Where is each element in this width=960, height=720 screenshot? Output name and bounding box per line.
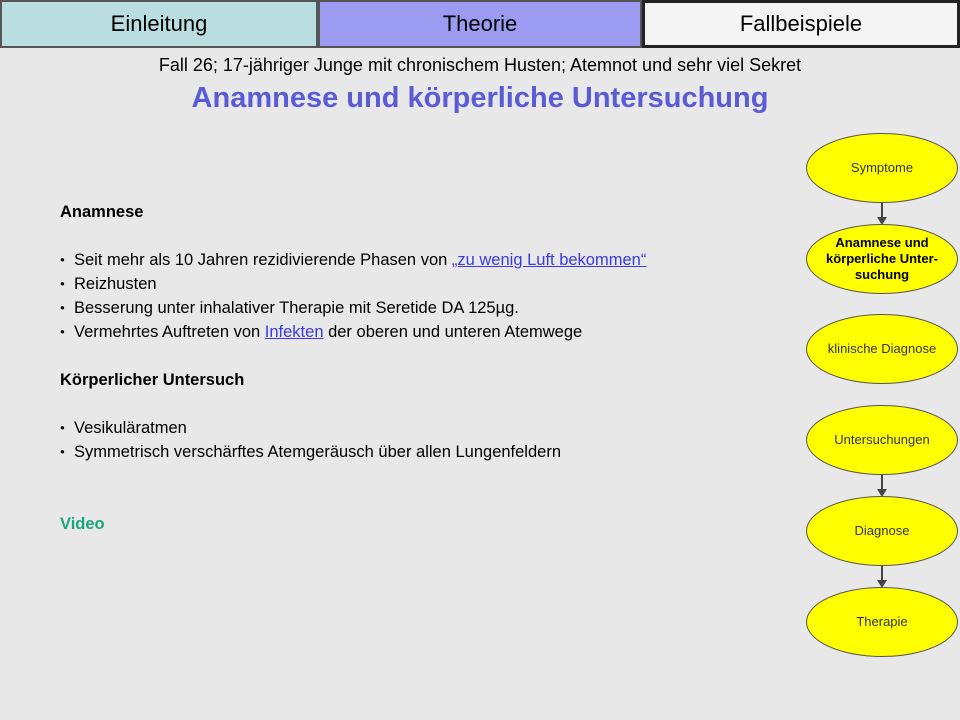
list-item xyxy=(60,272,780,296)
flow-arrow xyxy=(881,566,883,586)
flow-node-therapie[interactable]: Therapie xyxy=(806,587,958,657)
list-item xyxy=(60,416,780,440)
spacer xyxy=(60,392,780,416)
flow-arrow xyxy=(881,475,883,495)
spacer xyxy=(60,488,780,512)
list-item-text: Vesikuläratmen xyxy=(74,419,187,437)
flow-node-untersuchungen[interactable]: Untersuchungen xyxy=(806,405,958,475)
top-navigation-tabs xyxy=(0,0,960,52)
list-item xyxy=(60,320,780,344)
spacer xyxy=(60,344,780,368)
list-item xyxy=(60,296,780,320)
tab-theorie[interactable]: Theorie xyxy=(318,0,642,48)
list-item-text: Symmetrisch verschärftes Atemgeräusch über allen Lungenfeldern xyxy=(74,443,561,461)
list-item-text: der oberen und unteren Atemwege xyxy=(323,323,583,341)
flow-node-symptome[interactable]: Symptome xyxy=(806,133,958,203)
spacer xyxy=(60,464,780,488)
exam-list xyxy=(60,416,780,464)
list-item-text: Vermehrtes Auftreten von xyxy=(74,323,265,341)
video-link[interactable]: Video xyxy=(60,515,105,533)
tab-einleitung[interactable]: Einleitung xyxy=(0,0,318,48)
main-content xyxy=(60,200,780,536)
list-item-text: Seit mehr als 10 Jahren rezidivierende Phasen von xyxy=(74,251,452,269)
anamnese-heading: Anamnese xyxy=(60,203,144,221)
link-zu-wenig-luft[interactable]: „zu wenig Luft bekommen“ xyxy=(451,251,647,269)
flow-arrow xyxy=(881,203,883,223)
flow-node-klinische-diagnose[interactable]: klinische Diagnose xyxy=(806,314,958,384)
list-item xyxy=(60,440,780,464)
flow-node-diagnose[interactable]: Diagnose xyxy=(806,496,958,566)
exam-heading: Körperlicher Untersuch xyxy=(60,371,245,389)
tab-fallbeispiele[interactable]: Fallbeispiele xyxy=(642,0,960,48)
anamnese-list xyxy=(60,248,780,344)
spacer xyxy=(60,224,780,248)
case-description: Fall 26; 17-jähriger Junge mit chronischem Husten; Atemnot und sehr viel Sekret xyxy=(158,55,802,75)
list-item-text: Besserung unter inhalativer Therapie mit Seretide DA 125µg. xyxy=(74,299,519,317)
list-item xyxy=(60,248,780,272)
link-infekten[interactable]: Infekten xyxy=(264,323,324,341)
page-title: Anamnese und körperliche Untersuchung xyxy=(191,82,769,114)
list-item-text: Reizhusten xyxy=(74,275,157,293)
flow-node-anamnese[interactable]: Anamnese und körperliche Unter-suchung xyxy=(806,224,958,294)
